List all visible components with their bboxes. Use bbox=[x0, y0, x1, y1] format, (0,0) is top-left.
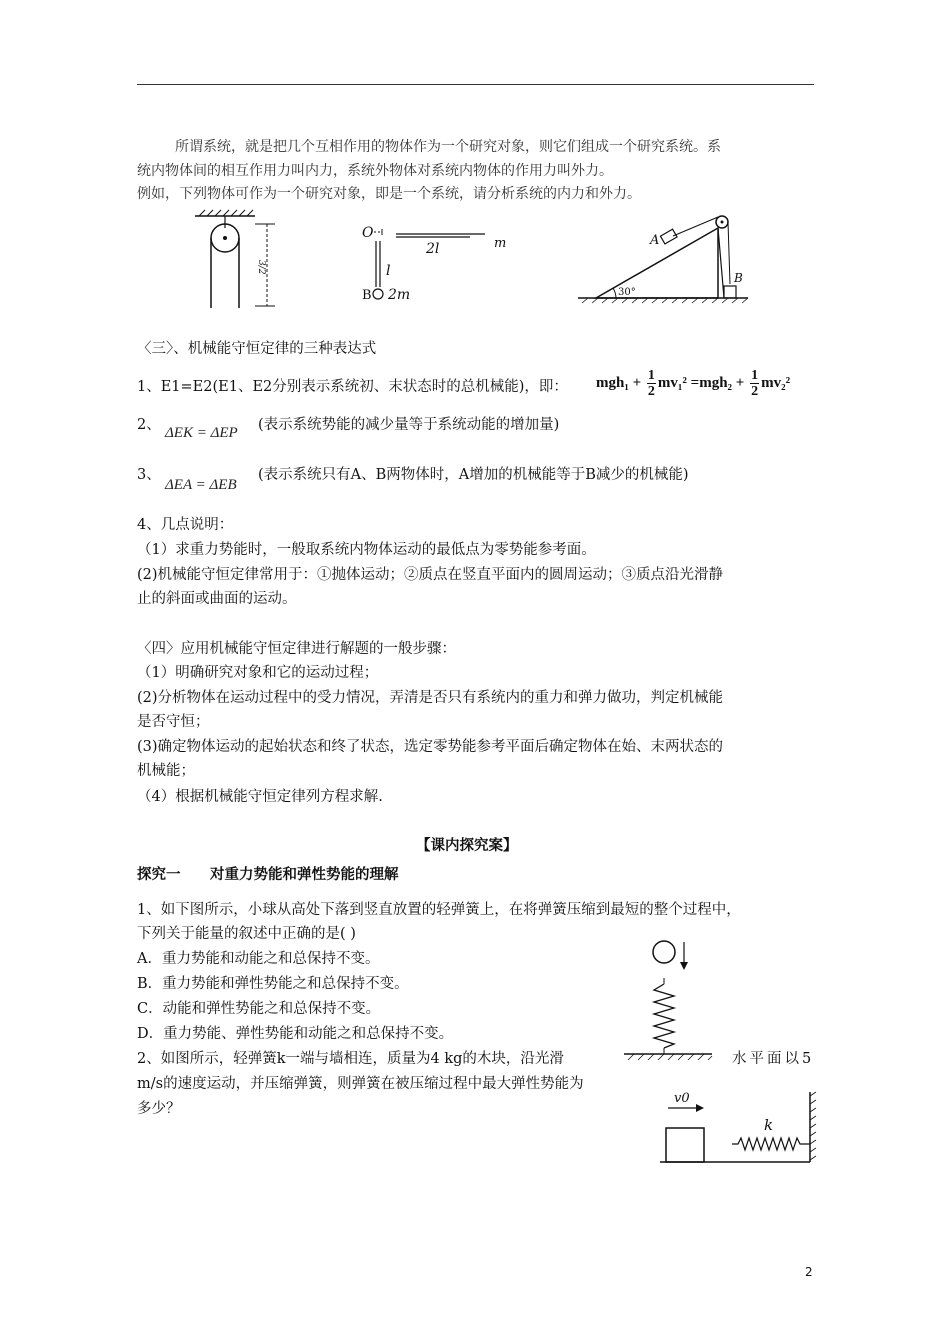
intro-line-2: 统内物体间的相互作用力叫内力，系统外物体对系统内物体的作用力叫外力。 bbox=[137, 163, 613, 179]
question1-line1: 1、如下图所示，小球从高处下落到竖直放置的轻弹簧上，在将弹簧压缩到最短的整个过程中， bbox=[137, 902, 741, 918]
explore-topic: 对重力势能和弹性势能的理解 bbox=[210, 866, 399, 883]
label-m: m bbox=[494, 236, 507, 251]
intro-line-3: 例如，下列物体可作为一个研究对象，即是一个系统，请分析系统的内力和外力。 bbox=[137, 186, 641, 202]
question2-line2: m/s的速度运动，并压缩弹簧，则弹簧在被压缩过程中最大弹性势能为 bbox=[137, 1076, 584, 1092]
incline-figure bbox=[578, 210, 758, 305]
label-O: O bbox=[362, 225, 374, 241]
section3-heading: 〈三〉、机械能守恒定律的三种表达式 bbox=[137, 341, 377, 357]
option-b: B．重力势能和弹性势能之和总保持不变。 bbox=[137, 976, 409, 992]
question1-line2: 下列关于能量的叙述中正确的是( ) bbox=[137, 926, 356, 942]
item3-number: 3、 bbox=[137, 467, 161, 483]
pulley-figure bbox=[195, 210, 285, 310]
label-B-incline: B bbox=[734, 271, 743, 285]
step-2-line1: (2)分析物体在运动过程中的受力情况，弄清是否只有系统内的重力和弹力做功，判定机械能 bbox=[137, 690, 724, 706]
item2-text: (表示系统势能的减少量等于系统动能的增加量) bbox=[258, 417, 560, 433]
label-B-rod: B bbox=[362, 288, 372, 303]
question2-line1: 2、如图所示，轻弹簧k一端与墙相连，质量为4 kg的木块，沿光滑 bbox=[137, 1051, 564, 1067]
pulley-dimension-label: 3/2 bbox=[256, 260, 266, 275]
formula-delta-ek-ep: ΔEK = ΔEP bbox=[165, 425, 238, 441]
label-angle: 30° bbox=[618, 287, 636, 298]
explore-title: 【课内探究案】 bbox=[416, 837, 518, 854]
item3-text: (表示系统只有A、B两物体时，A增加的机械能等于B减少的机械能) bbox=[258, 467, 689, 483]
item4-heading: 4、几点说明： bbox=[137, 517, 234, 533]
question2-line3: 多少？ bbox=[137, 1101, 181, 1117]
label-2m: 2m bbox=[388, 287, 411, 303]
ball-spring-figure bbox=[624, 938, 719, 1068]
header-rule bbox=[137, 84, 814, 85]
label-A: A bbox=[650, 233, 660, 248]
label-l: l bbox=[386, 263, 391, 279]
formula-delta-ea-eb: ΔEA = ΔEB bbox=[165, 477, 237, 493]
item4-note1: （1）求重力势能时，一般取系统内物体运动的最低点为零势能参考面。 bbox=[137, 542, 596, 558]
step-4: （4）根据机械能守恒定律列方程求解. bbox=[137, 789, 383, 805]
rod-figure bbox=[360, 225, 520, 305]
formula-energy-conservation: mgh₁ + $\frac{1}{2}$ mv₁² =mgh₂ + $\frac{1}{2}$ mv₂² bbox=[596, 368, 791, 399]
block-spring-wall-figure bbox=[660, 1088, 820, 1168]
question2-line1-tail: 水平面以5 bbox=[732, 1051, 815, 1067]
item4-note2-line2: 止的斜面或曲面的运动。 bbox=[137, 591, 297, 607]
step-3-line1: (3)确定物体运动的起始状态和终了状态，选定零势能参考平面后确定物体在始、末两状态的 bbox=[137, 739, 724, 755]
option-a: A．重力势能和动能之和总保持不变。 bbox=[137, 951, 380, 967]
label-k: k bbox=[764, 1116, 774, 1134]
label-2l: 2l bbox=[426, 241, 440, 257]
intro-line-1: 所谓系统，就是把几个互相作用的物体作为一个研究对象，则它们组成一个研究系统。系 bbox=[175, 139, 721, 155]
item2-number: 2、 bbox=[137, 417, 161, 433]
option-c: C．动能和弹性势能之和总保持不变。 bbox=[137, 1001, 381, 1017]
item4-note2-line1: (2)机械能守恒定律常用于：①抛体运动；②质点在竖直平面内的圆周运动；③质点沿光滑静 bbox=[137, 567, 724, 583]
explore-label: 探究一 bbox=[137, 866, 181, 883]
option-d: D．重力势能、弹性势能和动能之和总保持不变。 bbox=[137, 1026, 454, 1042]
step-2-line2: 是否守恒； bbox=[137, 714, 210, 730]
section3-item1: 1、E1=E2(E1、E2分别表示系统初、末状态时的总机械能)，即： bbox=[137, 379, 568, 395]
step-1: （1）明确研究对象和它的运动过程； bbox=[137, 665, 379, 681]
label-v0: v0 bbox=[674, 1091, 690, 1106]
step-3-line2: 机械能； bbox=[137, 763, 195, 779]
section4-heading: 〈四〉应用机械能守恒定律进行解题的一般步骤： bbox=[137, 641, 456, 657]
page-number: 2 bbox=[805, 1265, 813, 1279]
